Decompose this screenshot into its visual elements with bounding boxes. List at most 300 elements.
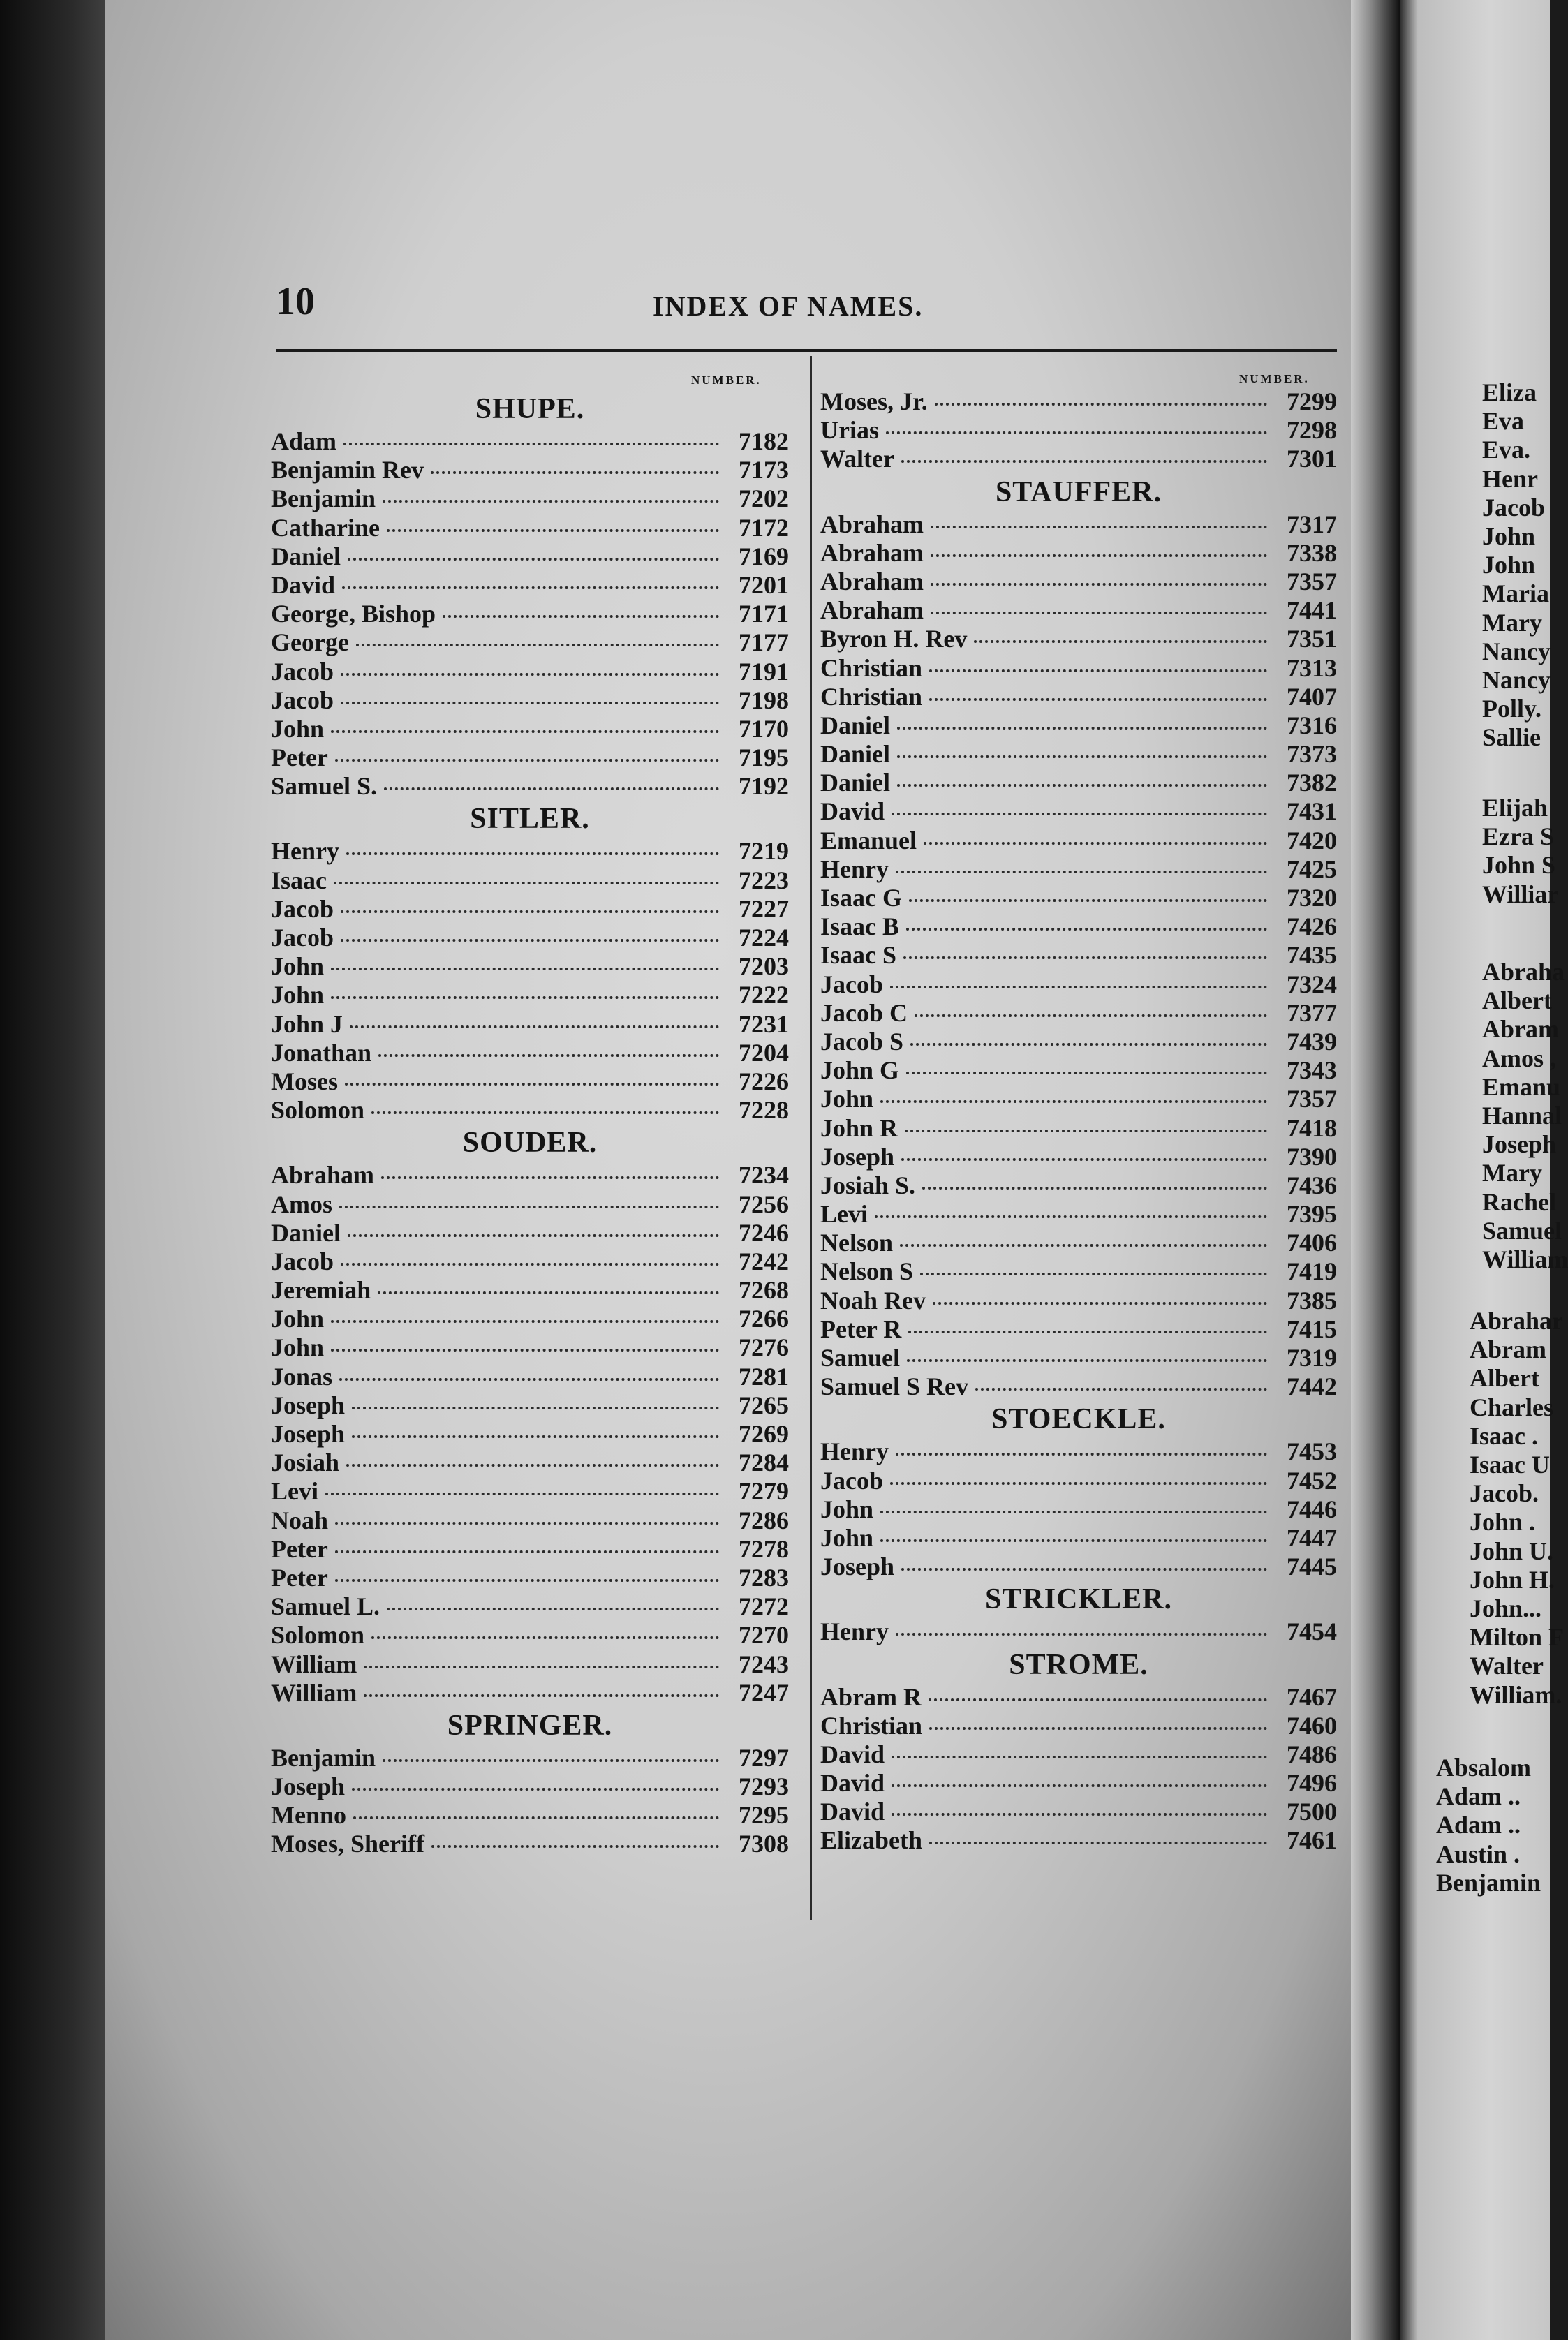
entry-number: 7295 (739, 1801, 789, 1830)
index-entry (820, 1437, 1337, 1466)
entry-number: 7227 (739, 894, 789, 923)
index-entry (271, 1161, 789, 1190)
entry-number: 7269 (739, 1420, 789, 1448)
index-entry (271, 1449, 789, 1477)
entry-number: 7204 (739, 1038, 789, 1067)
given-name: Walter (820, 445, 894, 473)
index-entry (820, 1617, 1337, 1646)
cut-off-name: Mary (1482, 1159, 1542, 1187)
entry-number: 7172 (739, 513, 789, 542)
index-entry (271, 1744, 789, 1772)
index-entry (271, 743, 789, 772)
given-name: Abraham (271, 1161, 375, 1190)
index-entry (820, 1553, 1337, 1581)
dot-leader (335, 759, 719, 762)
index-entry (271, 1333, 789, 1362)
dot-leader (331, 1349, 719, 1352)
cut-off-name: Jacob. (1470, 1479, 1539, 1508)
dot-leader (378, 1291, 719, 1294)
surname-group (271, 801, 789, 1125)
index-entry (820, 1683, 1337, 1712)
entry-number: 7203 (739, 952, 789, 981)
given-name: Isaac B (820, 912, 900, 941)
given-name: Moses (271, 1067, 338, 1095)
cut-off-name: Albert (1482, 986, 1552, 1015)
entry-number: 7439 (1287, 1027, 1337, 1056)
cut-off-name: Maria (1482, 579, 1549, 608)
given-name: Jacob (271, 924, 334, 951)
cut-off-name: Adam .. (1436, 1811, 1521, 1839)
entry-number: 7169 (739, 542, 789, 570)
dot-leader (935, 403, 1267, 406)
entry-number: 7170 (739, 714, 789, 743)
dot-leader (339, 1378, 719, 1381)
cut-off-name: Abrahar (1470, 1307, 1563, 1335)
index-entry (820, 1114, 1337, 1143)
cut-off-name: John H. (1470, 1565, 1555, 1594)
dot-leader (931, 526, 1267, 528)
dot-leader (890, 1482, 1267, 1485)
entry-number: 7276 (739, 1333, 789, 1362)
dot-leader (905, 1130, 1267, 1132)
index-entry (820, 539, 1337, 568)
cut-off-name: Eva (1482, 407, 1525, 436)
dot-leader (903, 956, 1267, 959)
given-name: Abraham (820, 567, 924, 595)
entry-number: 7395 (1287, 1200, 1337, 1229)
surname-heading: SITLER. (470, 803, 590, 836)
cut-off-name: John (1482, 522, 1536, 550)
index-entry (271, 715, 789, 743)
given-name: George, Bishop (271, 600, 436, 628)
entry-number: 7420 (1287, 826, 1337, 854)
dot-leader (892, 1784, 1267, 1787)
entry-number: 7266 (739, 1305, 789, 1333)
index-entry (271, 952, 789, 981)
cut-off-name: Joseph (1482, 1130, 1557, 1159)
given-name: Solomon (271, 1621, 365, 1650)
index-entry (820, 1287, 1337, 1315)
dot-leader (929, 1727, 1267, 1730)
given-name: Henry (820, 1437, 889, 1466)
dot-leader (880, 1100, 1267, 1103)
given-name: Abram R (820, 1682, 922, 1711)
dot-leader (897, 727, 1267, 730)
cut-off-name: Samuel (1482, 1216, 1562, 1245)
given-name: John J (271, 1009, 343, 1038)
entry-number: 7453 (1287, 1437, 1337, 1466)
surname-heading: STOECKLE. (991, 1403, 1166, 1436)
cut-off-name: Williar (1482, 880, 1559, 908)
entry-number: 7338 (1287, 538, 1337, 567)
dot-leader (896, 1453, 1267, 1456)
given-name: Henry (271, 837, 339, 866)
given-name: Benjamin (271, 1743, 376, 1772)
given-name: David (820, 1798, 885, 1826)
index-entry (271, 772, 789, 801)
number-column-header-left: NUMBER. (691, 373, 762, 387)
cut-off-name: Austin . (1436, 1839, 1521, 1868)
index-entry (820, 711, 1337, 740)
index-entry (271, 1801, 789, 1830)
given-name: Jacob S (820, 1027, 904, 1056)
dot-leader (897, 755, 1267, 758)
given-name: Henry (820, 854, 889, 883)
dot-leader (892, 1756, 1267, 1758)
given-name: Henry (820, 1617, 889, 1646)
entry-number: 7202 (739, 484, 789, 513)
index-entry (271, 1564, 789, 1592)
index-entry (271, 1190, 789, 1219)
page-number: 10 (276, 280, 315, 323)
given-name: Jacob (271, 894, 334, 923)
surname-group (271, 391, 789, 801)
surname-group (820, 1401, 1337, 1581)
given-name: Urias (820, 416, 879, 445)
dot-leader (896, 1633, 1267, 1636)
entry-number: 7373 (1287, 740, 1337, 769)
entry-number: 7297 (739, 1743, 789, 1772)
entry-number: 7284 (739, 1449, 789, 1477)
entry-number: 7317 (1287, 510, 1337, 538)
entry-number: 7283 (739, 1563, 789, 1592)
index-entry (271, 837, 789, 866)
entry-number: 7224 (739, 924, 789, 951)
given-name: Nelson (820, 1229, 894, 1257)
entry-number: 7228 (739, 1096, 789, 1125)
dot-leader (364, 1666, 719, 1668)
dot-leader (909, 899, 1267, 902)
entry-number: 7270 (739, 1621, 789, 1650)
index-entry (820, 1524, 1337, 1553)
given-name: David (271, 570, 336, 599)
dot-leader (383, 1759, 719, 1762)
index-entry (820, 769, 1337, 797)
cut-off-name: John (1482, 551, 1536, 579)
index-entry (271, 895, 789, 924)
entry-number: 7431 (1287, 797, 1337, 826)
given-name: William (271, 1650, 357, 1678)
entry-number: 7319 (1287, 1344, 1337, 1372)
given-name: Daniel (820, 769, 891, 797)
entry-number: 7298 (1287, 416, 1337, 445)
cut-off-name: Jacob (1482, 493, 1545, 521)
entry-number: 7299 (1287, 387, 1337, 415)
surname-group (820, 474, 1337, 1402)
cut-off-name: Henr (1482, 464, 1538, 493)
entry-number: 7313 (1287, 653, 1337, 682)
index-entry (820, 855, 1337, 884)
entry-number: 7265 (739, 1391, 789, 1419)
cut-off-name: Benjamin (1436, 1868, 1541, 1897)
entry-number: 7496 (1287, 1769, 1337, 1798)
entry-number: 7279 (739, 1477, 789, 1506)
dot-leader (341, 939, 719, 942)
index-entry (820, 1171, 1337, 1200)
cut-off-name: Absalom (1436, 1754, 1532, 1782)
index-entry (820, 1028, 1337, 1056)
surname-group (820, 1581, 1337, 1646)
index-entry (271, 1535, 789, 1564)
entry-number: 7247 (739, 1678, 789, 1707)
dot-leader (929, 669, 1267, 672)
given-name: Nelson S (820, 1257, 914, 1286)
dot-leader (356, 644, 719, 646)
dot-leader (343, 443, 719, 445)
dot-leader (892, 1813, 1267, 1816)
given-name: Joseph (820, 1553, 895, 1581)
dot-leader (335, 1579, 719, 1582)
entry-number: 7242 (739, 1247, 789, 1275)
entry-number: 7192 (739, 772, 789, 801)
given-name: Jacob (271, 1247, 334, 1275)
dot-leader (331, 730, 719, 733)
cut-off-name: Sallie (1482, 723, 1541, 752)
dot-leader (339, 1206, 719, 1208)
dot-leader (335, 1522, 719, 1525)
given-name: Moses, Jr. (820, 387, 928, 415)
given-name: Solomon (271, 1096, 365, 1125)
dot-leader (908, 1331, 1267, 1333)
index-entry (271, 1477, 789, 1506)
surname-heading: STRICKLER. (985, 1583, 1172, 1616)
dot-leader (929, 1842, 1267, 1844)
index-entry (271, 1772, 789, 1801)
entry-number: 7286 (739, 1506, 789, 1534)
given-name: Peter (271, 1534, 328, 1563)
dot-leader (335, 1550, 719, 1553)
given-name: Josiah (271, 1449, 340, 1477)
given-name: Jacob (271, 657, 334, 686)
index-entry (820, 596, 1337, 625)
cut-off-name: Isaac U (1470, 1451, 1550, 1479)
given-name: Christian (820, 682, 923, 711)
index-entry (271, 484, 789, 513)
index-entry (271, 1096, 789, 1125)
dot-leader (364, 1694, 719, 1697)
given-name: Daniel (820, 711, 891, 739)
entry-number: 7201 (739, 570, 789, 599)
surname-heading: SOUDER. (462, 1127, 598, 1160)
cut-off-name: Abram (1482, 1015, 1559, 1044)
entry-number: 7446 (1287, 1495, 1337, 1523)
index-entry (820, 1257, 1337, 1286)
given-name: Abraham (820, 510, 924, 538)
index-entry (271, 924, 789, 952)
given-name: Samuel S. (271, 772, 378, 801)
header-rule (276, 349, 1337, 352)
entry-number: 7425 (1287, 854, 1337, 883)
dot-leader (897, 784, 1267, 787)
cut-off-name: William. (1470, 1680, 1562, 1709)
index-entry (271, 542, 789, 571)
given-name: Levi (820, 1200, 868, 1229)
dot-leader (341, 910, 719, 913)
cut-off-name: John U. (1470, 1536, 1554, 1565)
dot-leader (341, 702, 719, 704)
given-name: Elizabeth (820, 1826, 923, 1855)
given-name: Daniel (271, 542, 341, 570)
surname-group (271, 1125, 789, 1708)
dot-leader (900, 1244, 1267, 1247)
cut-off-name: Milton F (1470, 1623, 1564, 1652)
cut-off-name: Walter (1470, 1652, 1544, 1680)
dot-leader (901, 1568, 1267, 1571)
index-entry (820, 884, 1337, 912)
entry-number: 7173 (739, 456, 789, 484)
dot-leader (353, 1816, 719, 1819)
index-entry (820, 1200, 1337, 1229)
index-entry (820, 1372, 1337, 1401)
given-name: Catharine (271, 513, 380, 542)
adjacent-page-edge (1400, 0, 1568, 2340)
cut-off-name: Polly. (1482, 695, 1542, 723)
entry-number: 7460 (1287, 1711, 1337, 1740)
given-name: John (271, 714, 325, 743)
dot-leader (915, 1014, 1267, 1017)
dot-leader (345, 1083, 719, 1086)
index-entry (820, 1740, 1337, 1769)
index-entry (820, 1085, 1337, 1113)
index-entry (820, 625, 1337, 653)
entry-number: 7272 (739, 1592, 789, 1621)
dot-leader (901, 460, 1267, 463)
given-name: Menno (271, 1801, 346, 1830)
cut-off-name: Albert (1470, 1364, 1539, 1393)
given-name: Benjamin (271, 484, 376, 513)
index-entry (820, 1826, 1337, 1855)
cut-off-name: Nancy (1482, 637, 1551, 665)
dot-leader (384, 787, 719, 790)
given-name: John (271, 952, 325, 981)
entry-number: 7243 (739, 1650, 789, 1678)
given-name: Isaac S (820, 941, 897, 970)
given-name: Peter (271, 743, 328, 772)
entry-number: 7351 (1287, 625, 1337, 653)
dot-leader (378, 1054, 719, 1057)
index-entry (820, 654, 1337, 683)
dot-leader (371, 1111, 719, 1114)
number-column-header-right: NUMBER. (1239, 372, 1310, 385)
dot-leader (901, 1158, 1267, 1161)
index-entry (271, 1276, 789, 1305)
given-name: David (820, 1769, 885, 1798)
index-entry (271, 456, 789, 484)
entry-number: 7445 (1287, 1553, 1337, 1581)
cut-off-name: Amos , (1482, 1044, 1556, 1072)
dot-leader (922, 1187, 1267, 1190)
index-entry (820, 1344, 1337, 1372)
index-entry (271, 628, 789, 657)
dot-leader (383, 500, 719, 503)
dot-leader (920, 1273, 1267, 1275)
dot-leader (890, 986, 1267, 988)
entry-number: 7452 (1287, 1466, 1337, 1495)
dot-leader (924, 842, 1267, 845)
index-entry (271, 658, 789, 686)
entry-number: 7419 (1287, 1257, 1337, 1286)
index-entry (820, 445, 1337, 473)
dot-leader (931, 554, 1267, 557)
entry-number: 7219 (739, 837, 789, 866)
cut-off-name: Abraha (1482, 958, 1565, 986)
given-name: George (271, 628, 349, 657)
entry-number: 7308 (739, 1830, 789, 1858)
dot-leader (331, 968, 719, 970)
entry-number: 7426 (1287, 912, 1337, 941)
dot-leader (342, 586, 719, 589)
given-name: Joseph (271, 1772, 346, 1801)
entry-number: 7171 (739, 600, 789, 628)
entry-number: 7226 (739, 1067, 789, 1095)
given-name: David (820, 1740, 885, 1768)
index-column-left (271, 391, 789, 1859)
cut-off-name: Charles (1470, 1393, 1553, 1421)
given-name: Jonas (271, 1362, 333, 1391)
entry-number: 7182 (739, 427, 789, 455)
cut-off-name: Emanu (1482, 1072, 1561, 1101)
dot-leader (931, 583, 1267, 586)
entry-number: 7454 (1287, 1617, 1337, 1646)
given-name: Levi (271, 1477, 318, 1506)
given-name: John (271, 1305, 325, 1333)
entry-number: 7357 (1287, 567, 1337, 595)
index-entry (271, 866, 789, 895)
index-entry (271, 1650, 789, 1679)
cut-off-name: Eva. (1482, 436, 1531, 464)
entry-number: 7177 (739, 628, 789, 657)
dot-leader (880, 1539, 1267, 1542)
index-entry (271, 1506, 789, 1535)
dot-leader (931, 612, 1267, 614)
cut-off-name: Adam .. (1436, 1782, 1521, 1811)
surname-heading: STAUFFER. (995, 475, 1162, 508)
given-name: Daniel (820, 740, 891, 769)
dot-leader (352, 1407, 719, 1409)
index-entry (820, 1056, 1337, 1085)
index-entry (820, 510, 1337, 539)
dot-leader (886, 431, 1267, 434)
entry-number: 7246 (739, 1218, 789, 1247)
dot-leader (906, 928, 1267, 931)
index-entry (820, 1315, 1337, 1344)
dot-leader (929, 1698, 1267, 1701)
given-name: Peter R (820, 1315, 902, 1343)
entry-number: 7461 (1287, 1826, 1337, 1855)
cut-off-name: Elijah (1482, 794, 1548, 822)
index-entry (820, 416, 1337, 445)
given-name: John (820, 1523, 874, 1552)
entry-number: 7382 (1287, 769, 1337, 797)
index-entry (271, 1010, 789, 1039)
given-name: Jacob (820, 970, 883, 998)
index-entry (271, 1391, 789, 1420)
given-name: Joseph (271, 1420, 346, 1448)
dot-leader (875, 1215, 1267, 1218)
cut-off-name: Hannal (1482, 1102, 1562, 1130)
surname-group (820, 1647, 1337, 1856)
cut-off-name: Mary (1482, 608, 1542, 637)
cut-off-name: Abram (1470, 1335, 1546, 1364)
dot-leader (346, 852, 719, 855)
surname-heading: SHUPE. (475, 393, 585, 425)
given-name: William (271, 1678, 357, 1707)
index-entry (820, 827, 1337, 855)
book-gutter (1351, 0, 1400, 2340)
entry-number: 7268 (739, 1276, 789, 1305)
surname-heading: STROME. (1009, 1648, 1148, 1681)
entry-number: 7435 (1287, 941, 1337, 970)
